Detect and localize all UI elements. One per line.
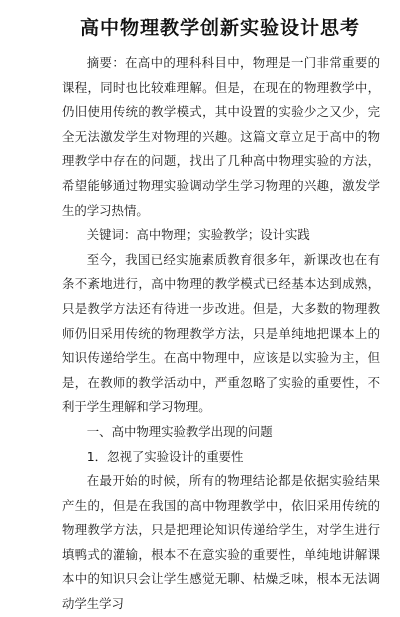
document-title: 高中物理教学创新实验设计思考 — [79, 17, 360, 39]
body-paragraph: 在最开始的时候，所有的物理结论都是依据实验结果产生的，但是在我国的高中物理教学中，依旧采用传统的物理教学方法，只是把理论知识传递给学生，对学生进行填鸭式的灌输，根本不在意实验的重要性，单纯地讲解课本中的知识只会让学生感觉无聊、枯燥乏味，根本无法调动学生学习 — [62, 473, 380, 612]
section-heading: 一、高中物理实验教学出现的问题 — [86, 423, 273, 439]
subsection-heading: 1．忽视了实验设计的重要性 — [86, 448, 244, 464]
abstract-paragraph: 摘要：在高中的理科科目中，物理是一门非常重要的课程，同时也比较难理解。但是，在现在的物理教学中，仍旧使用传统的教学模式，其中设置的实验少之又少，完全无法激发学生对物理的兴趣。这篇文章立足于高中的物理教学中存在的问题，找出了几种高中物理实验的方法，希望能够通过物理实验调动学生学习物理的兴趣，激发学生的学习热情。 — [62, 55, 380, 218]
intro-paragraph: 至今，我国已经实施素质教育很多年，新课改也在有条不紊地进行，高中物理的教学模式已经基本达到成熟，只是教学方法还有待进一步改进。但是，大多数的物理教师仍旧采用传统的物理教学方法，只是单纯地把课本上的知识传递给学生。在高中物理中，应该是以实验为主，但是，在教师的教学活动中，严重忽略了实验的重要性，不利于学生理解和学习物理。 — [62, 251, 380, 415]
keywords-line: 关键词：高中物理；实验教学；设计实践 — [86, 227, 310, 243]
